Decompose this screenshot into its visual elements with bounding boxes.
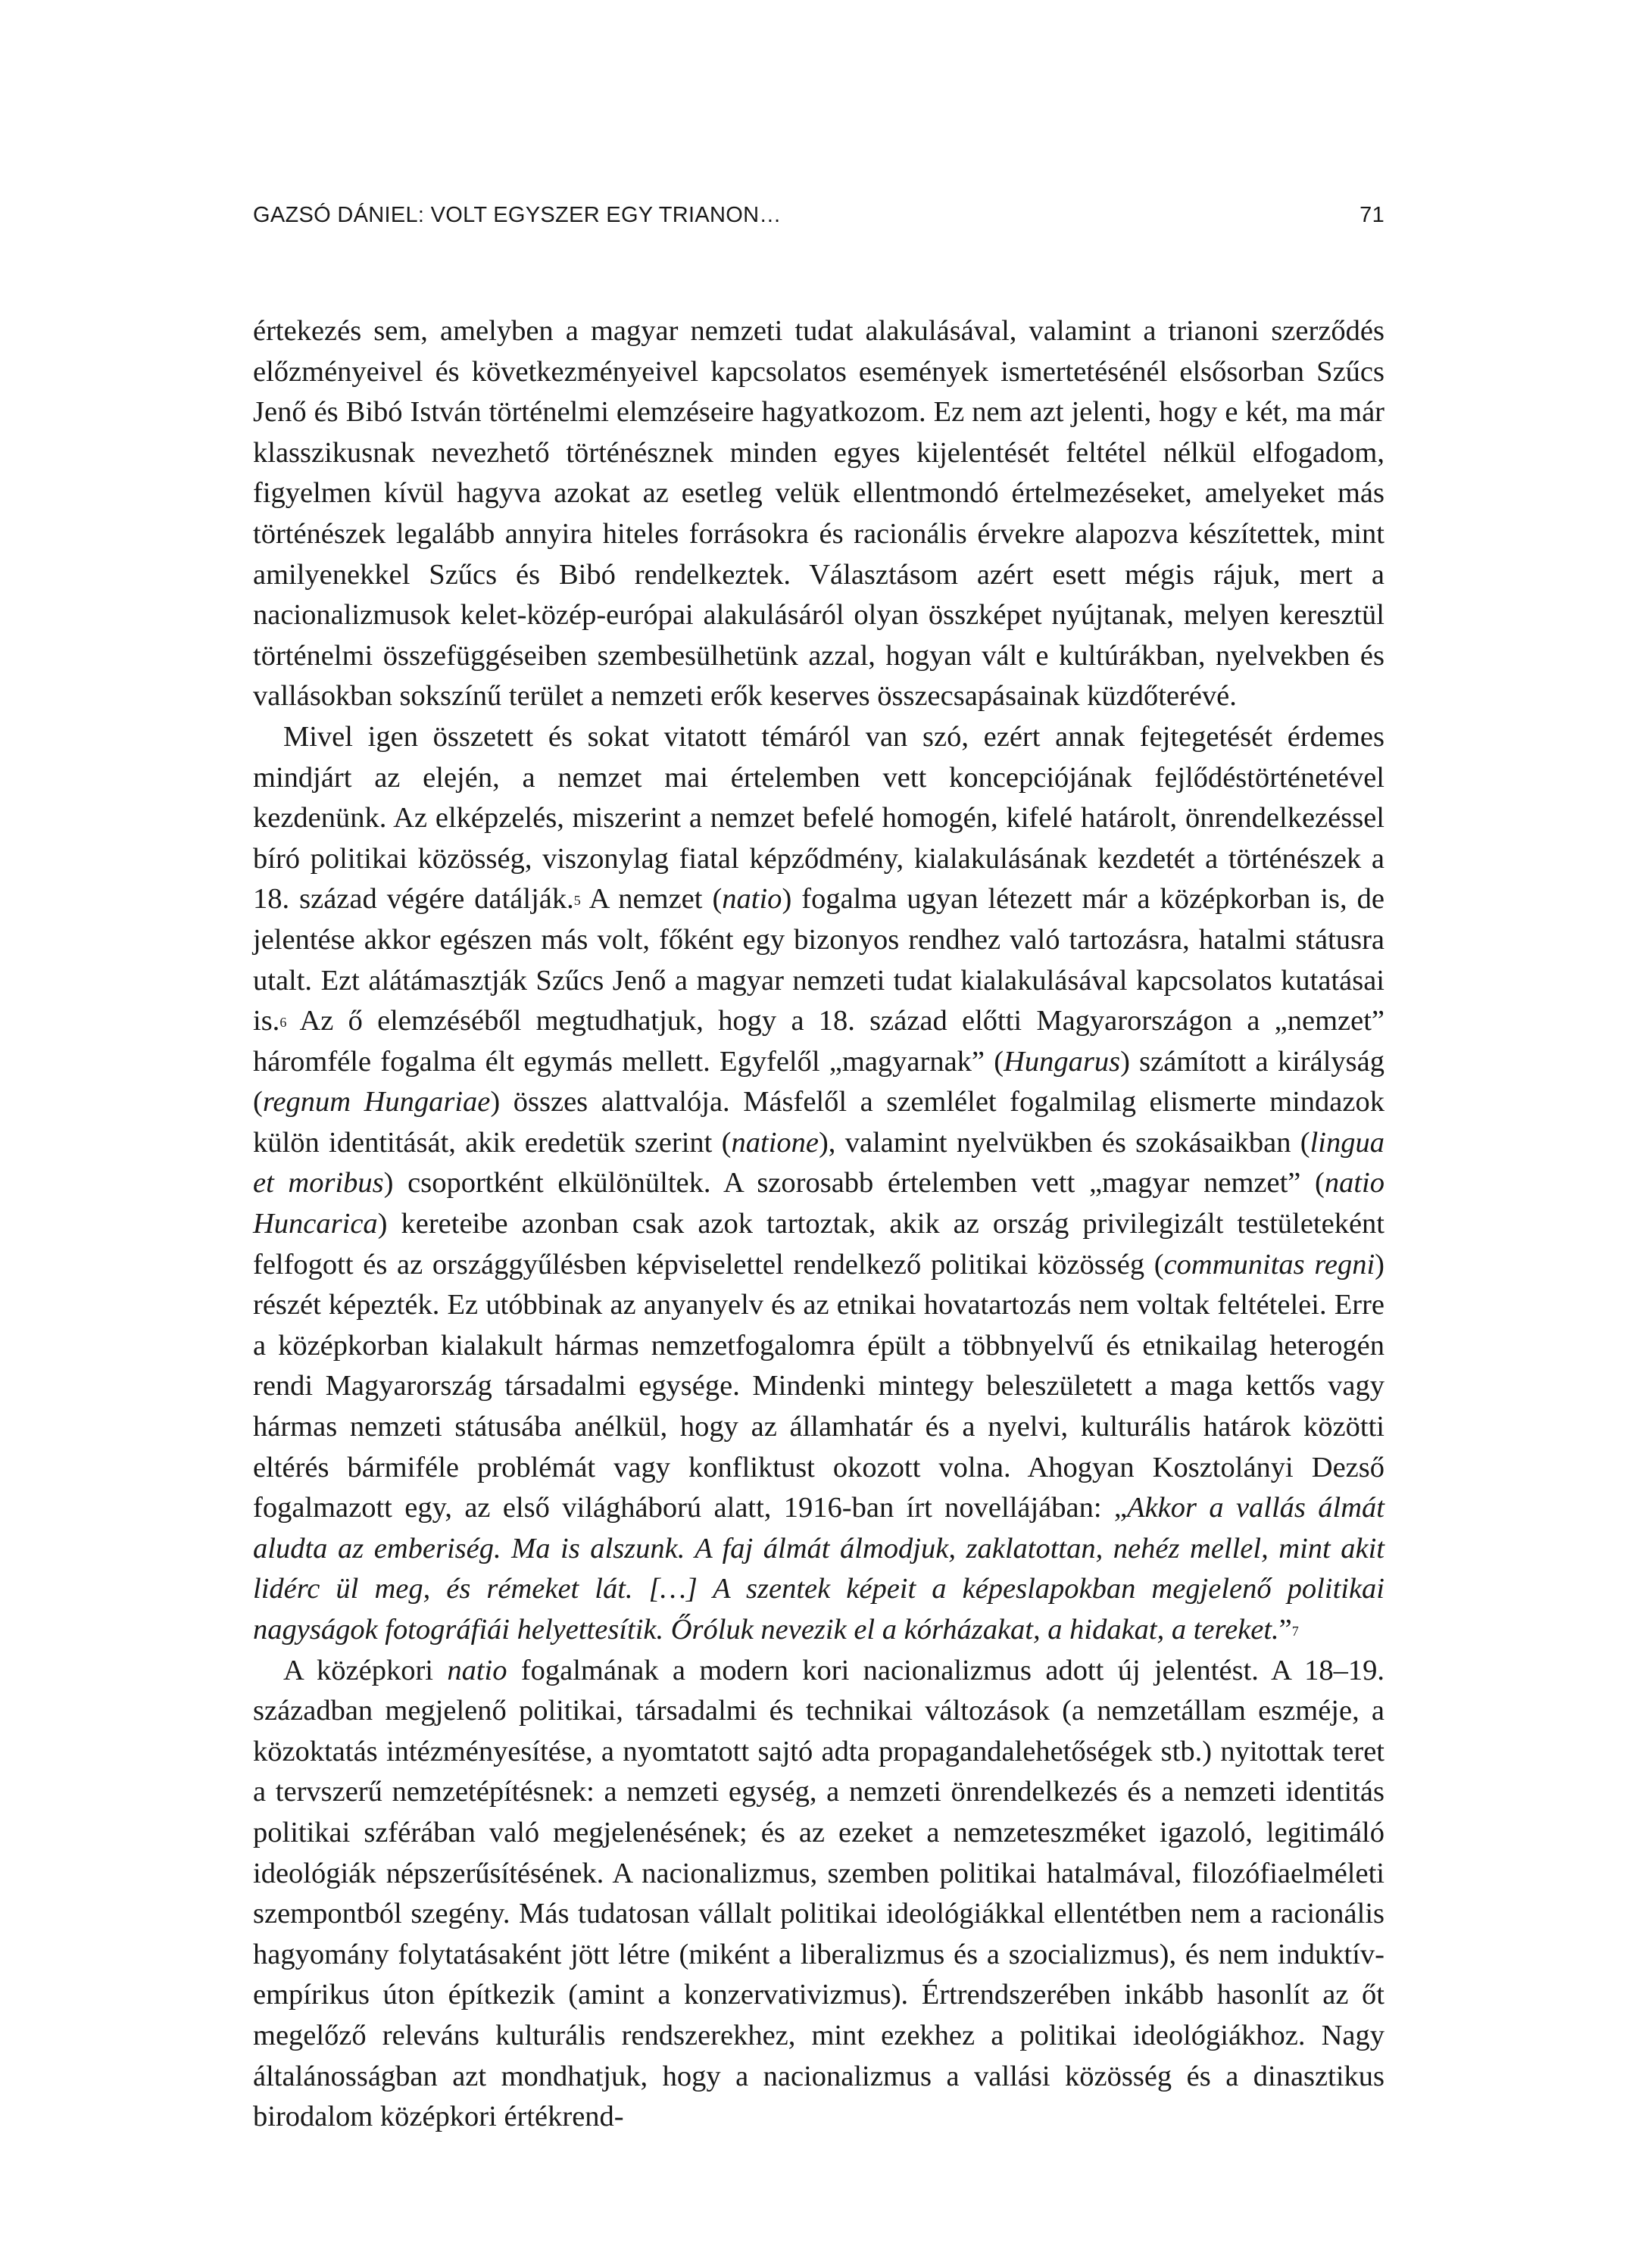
text-run: Az ő elemzéséből megtudhatjuk, hogy a 18. század előtti Magyarországon a „nemzet” háromféle fogalma élt egymás mellett. Egyfelől „magyarnak” ( [253, 1005, 1384, 1078]
text-run: A nemzet ( [580, 883, 723, 916]
italic-text: regnum Hungariae [262, 1086, 491, 1118]
text-run: fogalmának a modern kori nacionalizmus adott új jelentést. A 18–19. században megjelenő politikai, társadalmi és technikai változások (a nemzetállam eszméje, a közoktatás intézményesítése, a nyomtatott sajtó adta propagandalehetőségek stb.) nyitottak teret a tervszerű nemzetépítésnek: a nemzeti egység, a nemzeti önrendelkezés és a nemzeti identitás politikai szférában való megjelenésének; és az ezeket a nemzeteszméket igazoló, legitimáló ideológiák népszerűsítésének. A nacionalizmus, szemben politikai hatalmával, filozófiaelméleti szempontból szegény. Más tudatosan vállalt politikai ideológiákkal ellentétben nem a racionális hagyomány folytatásaként jött létre (miként a liberalizmus és a szocializmus), és nem induktív-empírikus úton építkezik (amint a konzervativizmus). Értrendszerében inkább hasonlít az őt megelőző releváns kulturális rendszerekhez, mint ezekhez a politikai ideológiákhoz. Nagy általánosságban azt mondhatjuk, hogy a nacionalizmus a vallási közösség és a dinasztikus birodalom középkori értékrend- [253, 1654, 1385, 2133]
page [253, 203, 1384, 2138]
text-run: ) összes alattvalója. Másfelől a szemlélet fogalmilag elismerte mindazok külön identitását, akik eredetük szerint ( [253, 1086, 1384, 1159]
italic-text: natio Huncarica [253, 1167, 1385, 1240]
running-head [253, 203, 1384, 228]
text-run: ), valamint nyelvükben és szokásaikban ( [818, 1126, 1310, 1159]
paragraph [253, 311, 1384, 717]
italic-text: natio [447, 1654, 507, 1686]
paragraph [253, 1651, 1384, 2138]
paragraph [253, 717, 1384, 1651]
text-run: ) számított a királyság ( [253, 1045, 1384, 1118]
text-run: ) kereteibe azonban csak azok tartoztak, akik az ország privilegizált testületeként felfogott és az országgyűlésben képviselettel rendelkező politikai közösség ( [253, 1208, 1384, 1281]
italic-text: communitas regni [1163, 1248, 1375, 1281]
text-run: értekezés sem, amelyben a magyar nemzeti tudat alakulásával, valamint a trianoni szerződés előzményeivel és következményeivel kapcsolatos események ismertetésénél elsősorban Szűcs Jenő és Bibó István történelmi elemzéseire hagyatkozom. Ez nem azt jelenti, hogy e két, ma már klasszikusnak nevezhető történésznek minden egyes kijelentését feltétel nélkül elfogadom, figyelmen kívül hagyva azokat az esetleg velük ellentmondó értelmezéseket, amelyeket más történészek legalább annyira hiteles forrásokra és racionális érvekre alapozva készítettek, mint amilyenekkel Szűcs és Bibó rendelkeztek. Választásom azért esett mégis rájuk, mert a nacionalizmusok kelet-közép-európai alakulásáról olyan összképet nyújtanak, melyen keresztül történelmi összefüggéseiben szembesülhetünk azzal, hogyan vált e kultúrákban, nyelvekben és vallásokban sokszínű terület a nemzeti erők keserves összecsapásainak küzdőterévé. [253, 315, 1384, 713]
text-run: A középkori [283, 1654, 448, 1686]
running-title: GAZSÓ DÁNIEL: VOLT EGYSZER EGY TRIANON… [253, 203, 782, 227]
italic-text: natione [731, 1126, 819, 1159]
text-run: Mivel igen összetett és sokat vitatott témáról van szó, ezért annak fejtegetését érdemes mindjárt az elején, a nemzet mai értelemben vett koncepciójának fejlődéstörténetével kezdenünk. Az elképzelés, miszerint a nemzet befelé homogén, kifelé határolt, önrendelkezéssel bíró politikai közösség, viszonylag fiatal képződmény, kialakulásának kezdetét a történészek a 18. század végére datálják. [253, 720, 1384, 916]
italic-text: Akkor a vallás álmát aludta az emberiség. Ma is alszunk. A faj álmát álmodjuk, zaklatottan, nehéz mellel, mint akit lidérc ül meg, és rémeket lát. […] A szentek képeit a képeslapokban megjelenő politikai nagyságok fotográfiái helyettesítik. Őróluk nevezik el a kórházakat, a hidakat, a tereket. [253, 1492, 1384, 1646]
article-body [253, 311, 1384, 2138]
text-run: ) csoportként elkülönültek. A szorosabb értelemben vett „magyar nemzet” ( [383, 1167, 1325, 1200]
text-run: ” [1278, 1614, 1292, 1646]
footnote-ref: 5 [573, 893, 581, 909]
italic-text: Hungarus [1004, 1045, 1121, 1078]
text-run: ) fogalma ugyan létezett már a középkorban is, de jelentése akkor egészen más volt, főként egy bizonyos rendhez való tartozásra, hatalmi státusra utalt. Ezt alátámasztják Szűcs Jenő a magyar nemzeti tudat kialakulásával kapcsolatos kutatásai is. [253, 883, 1384, 1037]
footnote-ref: 6 [279, 1015, 287, 1031]
footnote-ref: 7 [1291, 1624, 1299, 1639]
italic-text: natio [722, 883, 782, 916]
italic-text: lingua et moribus [253, 1126, 1385, 1200]
text-run: ) részét képezték. Ez utóbbinak az anyanyelv és az etnikai hovatartozás nem voltak feltételei. Erre a középkorban kialakult hármas nemzetfogalomra épült a többnyelvű és etnikailag heterogén rendi Magyarország társadalmi egysége. Mindenki mintegy beleszületett a maga kettős vagy hármas nemzeti státusába anélkül, hogy az államhatár és a nyelvi, kulturális határok közötti eltérés bármiféle problémát vagy konfliktust okozott volna. Ahogyan Kosztolányi Dezső fogalmazott egy, az első világháború alatt, 1916-ban írt novellájában: „ [253, 1248, 1384, 1524]
page-number: 71 [1359, 203, 1384, 227]
